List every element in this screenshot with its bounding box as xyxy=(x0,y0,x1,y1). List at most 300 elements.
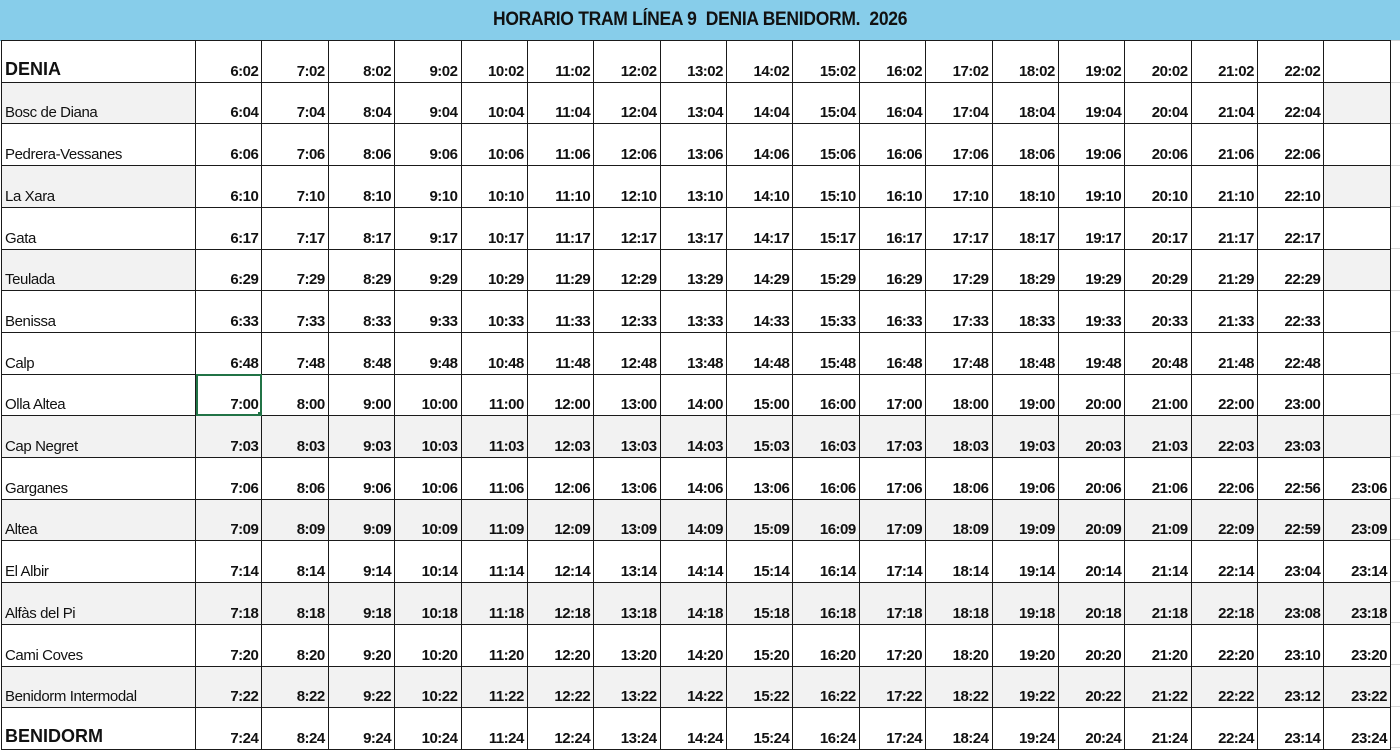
departure-time-cell[interactable]: 15:33 xyxy=(793,291,859,333)
departure-time-cell[interactable]: 22:33 xyxy=(1258,291,1324,333)
departure-time-cell[interactable]: 17:33 xyxy=(926,291,992,333)
departure-time-cell[interactable]: 9:06 xyxy=(395,124,461,166)
departure-time-cell[interactable]: 16:02 xyxy=(859,41,925,83)
selected-cell[interactable]: 7:00 xyxy=(196,374,262,416)
empty-cell[interactable] xyxy=(1324,249,1391,291)
departure-time-cell[interactable]: 17:14 xyxy=(859,541,925,583)
departure-time-cell[interactable]: 13:20 xyxy=(594,624,660,666)
departure-time-cell[interactable]: 15:18 xyxy=(727,583,793,625)
departure-time-cell[interactable]: 8:20 xyxy=(262,624,328,666)
station-name-cell[interactable]: Alfàs del Pi xyxy=(2,583,196,625)
departure-time-cell[interactable]: 20:20 xyxy=(1058,624,1124,666)
departure-time-cell[interactable]: 19:00 xyxy=(992,374,1058,416)
departure-time-cell[interactable]: 13:06 xyxy=(594,458,660,500)
departure-time-cell[interactable]: 12:17 xyxy=(594,207,660,249)
departure-time-cell[interactable]: 17:18 xyxy=(859,583,925,625)
departure-time-cell[interactable]: 16:17 xyxy=(859,207,925,249)
departure-time-cell[interactable]: 14:33 xyxy=(727,291,793,333)
departure-time-cell[interactable]: 9:06 xyxy=(328,458,394,500)
departure-time-cell[interactable]: 21:09 xyxy=(1125,499,1191,541)
departure-time-cell[interactable]: 11:18 xyxy=(461,583,527,625)
departure-time-cell[interactable]: 13:02 xyxy=(660,41,726,83)
departure-time-cell[interactable]: 21:14 xyxy=(1125,541,1191,583)
departure-time-cell[interactable]: 15:03 xyxy=(727,416,793,458)
departure-time-cell[interactable]: 8:48 xyxy=(328,332,394,374)
departure-time-cell[interactable]: 16:20 xyxy=(793,624,859,666)
departure-time-cell[interactable]: 18:09 xyxy=(926,499,992,541)
departure-time-cell[interactable]: 23:09 xyxy=(1324,499,1391,541)
departure-time-cell[interactable]: 23:08 xyxy=(1258,583,1324,625)
departure-time-cell[interactable]: 11:03 xyxy=(461,416,527,458)
departure-time-cell[interactable]: 17:20 xyxy=(859,624,925,666)
departure-time-cell[interactable]: 7:10 xyxy=(262,166,328,208)
departure-time-cell[interactable]: 8:17 xyxy=(328,207,394,249)
departure-time-cell[interactable]: 19:18 xyxy=(992,583,1058,625)
departure-time-cell[interactable]: 19:04 xyxy=(1058,82,1124,124)
departure-time-cell[interactable]: 15:09 xyxy=(727,499,793,541)
departure-time-cell[interactable]: 6:04 xyxy=(196,82,262,124)
departure-time-cell[interactable]: 8:00 xyxy=(262,374,328,416)
departure-time-cell[interactable]: 15:06 xyxy=(793,124,859,166)
departure-time-cell[interactable]: 21:29 xyxy=(1191,249,1257,291)
departure-time-cell[interactable]: 16:09 xyxy=(793,499,859,541)
departure-time-cell[interactable]: 9:22 xyxy=(328,666,394,708)
empty-cell[interactable] xyxy=(1324,291,1391,333)
departure-time-cell[interactable]: 12:20 xyxy=(527,624,593,666)
departure-time-cell[interactable]: 14:14 xyxy=(660,541,726,583)
departure-time-cell[interactable]: 12:09 xyxy=(527,499,593,541)
departure-time-cell[interactable]: 11:48 xyxy=(527,332,593,374)
departure-time-cell[interactable]: 21:24 xyxy=(1125,708,1191,750)
departure-time-cell[interactable]: 9:04 xyxy=(395,82,461,124)
departure-time-cell[interactable]: 6:02 xyxy=(196,41,262,83)
departure-time-cell[interactable]: 23:22 xyxy=(1324,666,1391,708)
departure-time-cell[interactable]: 9:29 xyxy=(395,249,461,291)
departure-time-cell[interactable]: 8:10 xyxy=(328,166,394,208)
departure-time-cell[interactable]: 8:06 xyxy=(262,458,328,500)
departure-time-cell[interactable]: 9:18 xyxy=(328,583,394,625)
departure-time-cell[interactable]: 15:17 xyxy=(793,207,859,249)
departure-time-cell[interactable]: 18:14 xyxy=(926,541,992,583)
departure-time-cell[interactable]: 16:06 xyxy=(859,124,925,166)
departure-time-cell[interactable]: 7:04 xyxy=(262,82,328,124)
departure-time-cell[interactable]: 15:02 xyxy=(793,41,859,83)
departure-time-cell[interactable]: 13:03 xyxy=(594,416,660,458)
departure-time-cell[interactable]: 23:14 xyxy=(1324,541,1391,583)
station-name-cell[interactable]: Benidorm Intermodal xyxy=(2,666,196,708)
departure-time-cell[interactable]: 6:48 xyxy=(196,332,262,374)
departure-time-cell[interactable]: 23:18 xyxy=(1324,583,1391,625)
departure-time-cell[interactable]: 11:04 xyxy=(527,82,593,124)
departure-time-cell[interactable]: 19:06 xyxy=(1058,124,1124,166)
departure-time-cell[interactable]: 10:48 xyxy=(461,332,527,374)
station-name-cell[interactable]: Cami Coves xyxy=(2,624,196,666)
departure-time-cell[interactable]: 12:33 xyxy=(594,291,660,333)
departure-time-cell[interactable]: 22:56 xyxy=(1258,458,1324,500)
departure-time-cell[interactable]: 20:09 xyxy=(1058,499,1124,541)
station-name-cell[interactable]: Garganes xyxy=(2,458,196,500)
departure-time-cell[interactable]: 18:06 xyxy=(926,458,992,500)
departure-time-cell[interactable]: 21:48 xyxy=(1191,332,1257,374)
departure-time-cell[interactable]: 14:06 xyxy=(727,124,793,166)
departure-time-cell[interactable]: 7:18 xyxy=(196,583,262,625)
departure-time-cell[interactable]: 17:06 xyxy=(859,458,925,500)
empty-cell[interactable] xyxy=(1324,416,1391,458)
departure-time-cell[interactable]: 7:06 xyxy=(196,458,262,500)
departure-time-cell[interactable]: 7:33 xyxy=(262,291,328,333)
departure-time-cell[interactable]: 11:29 xyxy=(527,249,593,291)
departure-time-cell[interactable]: 17:24 xyxy=(859,708,925,750)
departure-time-cell[interactable]: 8:14 xyxy=(262,541,328,583)
departure-time-cell[interactable]: 16:33 xyxy=(859,291,925,333)
station-name-cell[interactable]: Altea xyxy=(2,499,196,541)
departure-time-cell[interactable]: 19:02 xyxy=(1058,41,1124,83)
departure-time-cell[interactable]: 13:48 xyxy=(660,332,726,374)
departure-time-cell[interactable]: 20:10 xyxy=(1125,166,1191,208)
station-name-cell[interactable]: El Albir xyxy=(2,541,196,583)
departure-time-cell[interactable]: 20:48 xyxy=(1125,332,1191,374)
departure-time-cell[interactable]: 11:06 xyxy=(461,458,527,500)
departure-time-cell[interactable]: 18:04 xyxy=(992,82,1058,124)
departure-time-cell[interactable]: 7:09 xyxy=(196,499,262,541)
departure-time-cell[interactable]: 17:06 xyxy=(926,124,992,166)
departure-time-cell[interactable]: 22:24 xyxy=(1191,708,1257,750)
departure-time-cell[interactable]: 20:00 xyxy=(1058,374,1124,416)
departure-time-cell[interactable]: 22:06 xyxy=(1191,458,1257,500)
departure-time-cell[interactable]: 10:10 xyxy=(461,166,527,208)
departure-time-cell[interactable]: 20:24 xyxy=(1058,708,1124,750)
departure-time-cell[interactable]: 21:06 xyxy=(1125,458,1191,500)
station-name-cell[interactable]: La Xara xyxy=(2,166,196,208)
departure-time-cell[interactable]: 12:22 xyxy=(527,666,593,708)
departure-time-cell[interactable]: 18:17 xyxy=(992,207,1058,249)
departure-time-cell[interactable]: 17:09 xyxy=(859,499,925,541)
departure-time-cell[interactable]: 20:03 xyxy=(1058,416,1124,458)
departure-time-cell[interactable]: 19:33 xyxy=(1058,291,1124,333)
departure-time-cell[interactable]: 17:02 xyxy=(926,41,992,83)
departure-time-cell[interactable]: 10:18 xyxy=(395,583,461,625)
departure-time-cell[interactable]: 8:03 xyxy=(262,416,328,458)
departure-time-cell[interactable]: 15:48 xyxy=(793,332,859,374)
departure-time-cell[interactable]: 9:10 xyxy=(395,166,461,208)
departure-time-cell[interactable]: 11:09 xyxy=(461,499,527,541)
departure-time-cell[interactable]: 22:09 xyxy=(1191,499,1257,541)
departure-time-cell[interactable]: 21:00 xyxy=(1125,374,1191,416)
departure-time-cell[interactable]: 8:22 xyxy=(262,666,328,708)
departure-time-cell[interactable]: 13:09 xyxy=(594,499,660,541)
departure-time-cell[interactable]: 7:02 xyxy=(262,41,328,83)
departure-time-cell[interactable]: 14:17 xyxy=(727,207,793,249)
departure-time-cell[interactable]: 17:48 xyxy=(926,332,992,374)
departure-time-cell[interactable]: 8:24 xyxy=(262,708,328,750)
departure-time-cell[interactable]: 12:00 xyxy=(527,374,593,416)
departure-time-cell[interactable]: 21:20 xyxy=(1125,624,1191,666)
departure-time-cell[interactable]: 22:00 xyxy=(1191,374,1257,416)
departure-time-cell[interactable]: 7:06 xyxy=(262,124,328,166)
departure-time-cell[interactable]: 6:17 xyxy=(196,207,262,249)
departure-time-cell[interactable]: 10:24 xyxy=(395,708,461,750)
departure-time-cell[interactable]: 12:02 xyxy=(594,41,660,83)
departure-time-cell[interactable]: 7:29 xyxy=(262,249,328,291)
departure-time-cell[interactable]: 21:33 xyxy=(1191,291,1257,333)
departure-time-cell[interactable]: 12:14 xyxy=(527,541,593,583)
departure-time-cell[interactable]: 13:04 xyxy=(660,82,726,124)
departure-time-cell[interactable]: 18:24 xyxy=(926,708,992,750)
departure-time-cell[interactable]: 22:48 xyxy=(1258,332,1324,374)
departure-time-cell[interactable]: 20:14 xyxy=(1058,541,1124,583)
departure-time-cell[interactable]: 17:03 xyxy=(859,416,925,458)
departure-time-cell[interactable]: 12:03 xyxy=(527,416,593,458)
departure-time-cell[interactable]: 8:18 xyxy=(262,583,328,625)
departure-time-cell[interactable]: 22:06 xyxy=(1258,124,1324,166)
departure-time-cell[interactable]: 23:04 xyxy=(1258,541,1324,583)
departure-time-cell[interactable]: 6:10 xyxy=(196,166,262,208)
empty-cell[interactable] xyxy=(1324,124,1391,166)
station-name-cell[interactable]: Teulada xyxy=(2,249,196,291)
departure-time-cell[interactable]: 23:03 xyxy=(1258,416,1324,458)
departure-time-cell[interactable]: 13:18 xyxy=(594,583,660,625)
departure-time-cell[interactable]: 10:02 xyxy=(461,41,527,83)
departure-time-cell[interactable]: 12:10 xyxy=(594,166,660,208)
departure-time-cell[interactable]: 8:06 xyxy=(328,124,394,166)
station-name-cell[interactable]: Bosc de Diana xyxy=(2,82,196,124)
departure-time-cell[interactable]: 23:10 xyxy=(1258,624,1324,666)
departure-time-cell[interactable]: 13:33 xyxy=(660,291,726,333)
departure-time-cell[interactable]: 14:09 xyxy=(660,499,726,541)
departure-time-cell[interactable]: 16:06 xyxy=(793,458,859,500)
departure-time-cell[interactable]: 19:03 xyxy=(992,416,1058,458)
departure-time-cell[interactable]: 23:12 xyxy=(1258,666,1324,708)
departure-time-cell[interactable]: 20:29 xyxy=(1125,249,1191,291)
departure-time-cell[interactable]: 13:22 xyxy=(594,666,660,708)
departure-time-cell[interactable]: 13:00 xyxy=(594,374,660,416)
departure-time-cell[interactable]: 16:04 xyxy=(859,82,925,124)
departure-time-cell[interactable]: 14:22 xyxy=(660,666,726,708)
departure-time-cell[interactable]: 16:22 xyxy=(793,666,859,708)
departure-time-cell[interactable]: 11:06 xyxy=(527,124,593,166)
empty-cell[interactable] xyxy=(1324,332,1391,374)
departure-time-cell[interactable]: 17:00 xyxy=(859,374,925,416)
departure-time-cell[interactable]: 21:02 xyxy=(1191,41,1257,83)
departure-time-cell[interactable]: 10:03 xyxy=(395,416,461,458)
departure-time-cell[interactable]: 8:02 xyxy=(328,41,394,83)
departure-time-cell[interactable]: 16:00 xyxy=(793,374,859,416)
departure-time-cell[interactable]: 12:24 xyxy=(527,708,593,750)
departure-time-cell[interactable]: 22:59 xyxy=(1258,499,1324,541)
departure-time-cell[interactable]: 10:14 xyxy=(395,541,461,583)
departure-time-cell[interactable]: 12:48 xyxy=(594,332,660,374)
departure-time-cell[interactable]: 7:22 xyxy=(196,666,262,708)
departure-time-cell[interactable]: 16:24 xyxy=(793,708,859,750)
empty-cell[interactable] xyxy=(1324,166,1391,208)
empty-cell[interactable] xyxy=(1324,374,1391,416)
departure-time-cell[interactable]: 13:17 xyxy=(660,207,726,249)
departure-time-cell[interactable]: 7:17 xyxy=(262,207,328,249)
departure-time-cell[interactable]: 22:10 xyxy=(1258,166,1324,208)
departure-time-cell[interactable]: 14:48 xyxy=(727,332,793,374)
departure-time-cell[interactable]: 18:29 xyxy=(992,249,1058,291)
departure-time-cell[interactable]: 11:00 xyxy=(461,374,527,416)
departure-time-cell[interactable]: 19:22 xyxy=(992,666,1058,708)
departure-time-cell[interactable]: 17:22 xyxy=(859,666,925,708)
departure-time-cell[interactable]: 14:18 xyxy=(660,583,726,625)
departure-time-cell[interactable]: 8:33 xyxy=(328,291,394,333)
departure-time-cell[interactable]: 9:20 xyxy=(328,624,394,666)
departure-time-cell[interactable]: 18:22 xyxy=(926,666,992,708)
departure-time-cell[interactable]: 15:29 xyxy=(793,249,859,291)
departure-time-cell[interactable]: 9:17 xyxy=(395,207,461,249)
departure-time-cell[interactable]: 22:18 xyxy=(1191,583,1257,625)
fill-handle[interactable] xyxy=(258,412,262,416)
departure-time-cell[interactable]: 10:17 xyxy=(461,207,527,249)
departure-time-cell[interactable]: 22:22 xyxy=(1191,666,1257,708)
departure-time-cell[interactable]: 14:10 xyxy=(727,166,793,208)
station-name-cell[interactable]: DENIA xyxy=(2,41,196,83)
empty-cell[interactable] xyxy=(1324,82,1391,124)
departure-time-cell[interactable]: 20:06 xyxy=(1058,458,1124,500)
departure-time-cell[interactable]: 12:29 xyxy=(594,249,660,291)
departure-time-cell[interactable]: 15:10 xyxy=(793,166,859,208)
departure-time-cell[interactable]: 7:03 xyxy=(196,416,262,458)
departure-time-cell[interactable]: 20:02 xyxy=(1125,41,1191,83)
departure-time-cell[interactable]: 23:20 xyxy=(1324,624,1391,666)
station-name-cell[interactable]: BENIDORM xyxy=(2,708,196,750)
departure-time-cell[interactable]: 11:24 xyxy=(461,708,527,750)
departure-time-cell[interactable]: 23:14 xyxy=(1258,708,1324,750)
departure-time-cell[interactable]: 22:03 xyxy=(1191,416,1257,458)
departure-time-cell[interactable]: 14:03 xyxy=(660,416,726,458)
departure-time-cell[interactable]: 21:17 xyxy=(1191,207,1257,249)
departure-time-cell[interactable]: 21:03 xyxy=(1125,416,1191,458)
departure-time-cell[interactable]: 20:17 xyxy=(1125,207,1191,249)
departure-time-cell[interactable]: 14:29 xyxy=(727,249,793,291)
departure-time-cell[interactable]: 10:09 xyxy=(395,499,461,541)
departure-time-cell[interactable]: 19:24 xyxy=(992,708,1058,750)
departure-time-cell[interactable]: 23:24 xyxy=(1324,708,1391,750)
departure-time-cell[interactable]: 11:33 xyxy=(527,291,593,333)
departure-time-cell[interactable]: 16:48 xyxy=(859,332,925,374)
departure-time-cell[interactable]: 22:20 xyxy=(1191,624,1257,666)
departure-time-cell[interactable]: 19:29 xyxy=(1058,249,1124,291)
departure-time-cell[interactable]: 19:17 xyxy=(1058,207,1124,249)
departure-time-cell[interactable]: 18:06 xyxy=(992,124,1058,166)
departure-time-cell[interactable]: 6:06 xyxy=(196,124,262,166)
departure-time-cell[interactable]: 15:22 xyxy=(727,666,793,708)
departure-time-cell[interactable]: 14:24 xyxy=(660,708,726,750)
departure-time-cell[interactable]: 17:10 xyxy=(926,166,992,208)
departure-time-cell[interactable]: 9:09 xyxy=(328,499,394,541)
departure-time-cell[interactable]: 10:29 xyxy=(461,249,527,291)
departure-time-cell[interactable]: 20:06 xyxy=(1125,124,1191,166)
departure-time-cell[interactable]: 10:06 xyxy=(461,124,527,166)
departure-time-cell[interactable]: 8:04 xyxy=(328,82,394,124)
departure-time-cell[interactable]: 18:20 xyxy=(926,624,992,666)
departure-time-cell[interactable]: 11:20 xyxy=(461,624,527,666)
departure-time-cell[interactable]: 13:29 xyxy=(660,249,726,291)
departure-time-cell[interactable]: 9:02 xyxy=(395,41,461,83)
departure-time-cell[interactable]: 12:04 xyxy=(594,82,660,124)
departure-time-cell[interactable]: 13:24 xyxy=(594,708,660,750)
departure-time-cell[interactable]: 13:14 xyxy=(594,541,660,583)
departure-time-cell[interactable]: 15:04 xyxy=(793,82,859,124)
departure-time-cell[interactable]: 19:14 xyxy=(992,541,1058,583)
departure-time-cell[interactable]: 22:14 xyxy=(1191,541,1257,583)
departure-time-cell[interactable]: 19:06 xyxy=(992,458,1058,500)
departure-time-cell[interactable]: 16:18 xyxy=(793,583,859,625)
station-name-cell[interactable]: Calp xyxy=(2,332,196,374)
departure-time-cell[interactable]: 10:20 xyxy=(395,624,461,666)
departure-time-cell[interactable]: 14:00 xyxy=(660,374,726,416)
station-name-cell[interactable]: Pedrera-Vessanes xyxy=(2,124,196,166)
departure-time-cell[interactable]: 9:03 xyxy=(328,416,394,458)
departure-time-cell[interactable]: 7:14 xyxy=(196,541,262,583)
departure-time-cell[interactable]: 10:33 xyxy=(461,291,527,333)
departure-time-cell[interactable]: 15:24 xyxy=(727,708,793,750)
departure-time-cell[interactable]: 8:29 xyxy=(328,249,394,291)
departure-time-cell[interactable]: 10:00 xyxy=(395,374,461,416)
departure-time-cell[interactable]: 16:29 xyxy=(859,249,925,291)
departure-time-cell[interactable]: 10:22 xyxy=(395,666,461,708)
departure-time-cell[interactable]: 13:10 xyxy=(660,166,726,208)
departure-time-cell[interactable]: 12:06 xyxy=(527,458,593,500)
departure-time-cell[interactable]: 11:17 xyxy=(527,207,593,249)
departure-time-cell[interactable]: 19:09 xyxy=(992,499,1058,541)
departure-time-cell[interactable]: 17:04 xyxy=(926,82,992,124)
departure-time-cell[interactable]: 19:10 xyxy=(1058,166,1124,208)
departure-time-cell[interactable]: 9:14 xyxy=(328,541,394,583)
departure-time-cell[interactable]: 15:00 xyxy=(727,374,793,416)
departure-time-cell[interactable]: 20:04 xyxy=(1125,82,1191,124)
departure-time-cell[interactable]: 6:33 xyxy=(196,291,262,333)
departure-time-cell[interactable]: 20:22 xyxy=(1058,666,1124,708)
departure-time-cell[interactable]: 19:20 xyxy=(992,624,1058,666)
departure-time-cell[interactable]: 16:10 xyxy=(859,166,925,208)
departure-time-cell[interactable]: 18:33 xyxy=(992,291,1058,333)
departure-time-cell[interactable]: 11:10 xyxy=(527,166,593,208)
departure-time-cell[interactable]: 18:03 xyxy=(926,416,992,458)
departure-time-cell[interactable]: 18:10 xyxy=(992,166,1058,208)
departure-time-cell[interactable]: 18:48 xyxy=(992,332,1058,374)
departure-time-cell[interactable]: 22:02 xyxy=(1258,41,1324,83)
departure-time-cell[interactable]: 17:17 xyxy=(926,207,992,249)
departure-time-cell[interactable]: 23:00 xyxy=(1258,374,1324,416)
departure-time-cell[interactable]: 22:04 xyxy=(1258,82,1324,124)
departure-time-cell[interactable]: 7:24 xyxy=(196,708,262,750)
departure-time-cell[interactable]: 21:18 xyxy=(1125,583,1191,625)
departure-time-cell[interactable]: 16:03 xyxy=(793,416,859,458)
departure-time-cell[interactable]: 22:17 xyxy=(1258,207,1324,249)
departure-time-cell[interactable]: 20:18 xyxy=(1058,583,1124,625)
departure-time-cell[interactable]: 6:29 xyxy=(196,249,262,291)
departure-time-cell[interactable]: 11:02 xyxy=(527,41,593,83)
departure-time-cell[interactable]: 15:20 xyxy=(727,624,793,666)
departure-time-cell[interactable]: 13:06 xyxy=(727,458,793,500)
departure-time-cell[interactable]: 21:06 xyxy=(1191,124,1257,166)
departure-time-cell[interactable]: 7:48 xyxy=(262,332,328,374)
departure-time-cell[interactable]: 7:20 xyxy=(196,624,262,666)
departure-time-cell[interactable]: 9:24 xyxy=(328,708,394,750)
departure-time-cell[interactable]: 12:18 xyxy=(527,583,593,625)
departure-time-cell[interactable]: 17:29 xyxy=(926,249,992,291)
departure-time-cell[interactable]: 14:04 xyxy=(727,82,793,124)
departure-time-cell[interactable]: 15:14 xyxy=(727,541,793,583)
departure-time-cell[interactable]: 20:33 xyxy=(1125,291,1191,333)
departure-time-cell[interactable]: 23:06 xyxy=(1324,458,1391,500)
station-name-cell[interactable]: Gata xyxy=(2,207,196,249)
departure-time-cell[interactable]: 18:02 xyxy=(992,41,1058,83)
station-name-cell[interactable]: Cap Negret xyxy=(2,416,196,458)
departure-time-cell[interactable]: 10:06 xyxy=(395,458,461,500)
